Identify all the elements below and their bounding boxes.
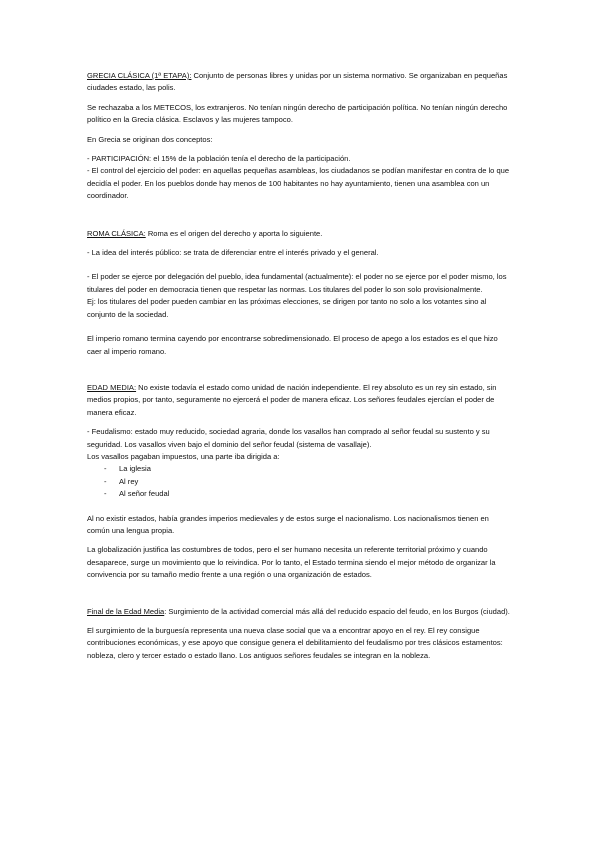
grecia-intro: Conjunto de personas libres y unidas por un sistema normativo. Se organizaban en pequeñas ciudades estado, las polis. [87, 71, 508, 93]
edad-media-feudalismo: - Feudalismo: estado muy reducido, sociedad agraria, donde los vasallos han comprado al señor feudal su sustento y su seguridad. Los vasallos viven bajo el dominio del señor feudal (sistema de vasallaje). [87, 427, 490, 449]
final-edad-media-intro: : Surgimiento de la actividad comercial más allá del reducido espacio del feudo, en los Burgos (ciudad). [164, 606, 510, 616]
roma-interes-publico: - La idea del interés público: se trata de diferenciar entre el interés privado y el general. [87, 248, 379, 258]
grecia-metecos: Se rechazaba a los METECOS, los extranjeros. No tenían ningún derecho de participación política. No tenían ningún derecho político en la Grecia clásica. Esclavos y las mujeres tampoco. [87, 102, 508, 125]
impuestos-list [87, 463, 512, 500]
list-item [87, 488, 512, 500]
roma-heading: ROMA CLÁSICA: [87, 228, 146, 238]
final-edad-media-paragraph [87, 606, 512, 618]
grecia-conceptos: En Grecia se originan dos conceptos: [87, 134, 213, 144]
edad-media-nacionalismo: Al no existir estados, había grandes imperios medievales y de estos surge el nacionalismo. Los nacionalismos tienen en común una lengua propia. [87, 513, 489, 535]
roma-intro: Roma es el origen del derecho y aporta lo siguiente. [145, 228, 323, 238]
list-item [87, 476, 512, 488]
roma-paragraph [87, 228, 512, 240]
list-item-label: Al señor feudal [119, 489, 170, 499]
edad-media-globalizacion: La globalización justifica las costumbres de todos, pero el ser humano necesita un referente territorial próximo y cuando desaparece, surge un movimiento que lo reivindica. Por lo tanto, el Estado termina siendo el mejor método de organizar la convivencia por su tamaño medio frente a una región o una organización de estados. [87, 545, 496, 580]
list-item [87, 463, 512, 475]
grecia-participacion: - PARTICIPACIÓN: el 15% de la población tenía el derecho de la participación. [87, 154, 351, 164]
grecia-paragraph [87, 70, 512, 95]
roma-delegacion: - El poder se ejerce por delegación del pueblo, idea fundamental (actualmente): el poder no se ejerce por el poder mismo, los titulares del poder en democracia tienen que respetar las normas. Los titulares del poder lo son solo provisionalmente. [87, 272, 507, 294]
list-dash: - [104, 476, 107, 486]
grecia-control: - El control del ejercicio del poder: en aquellas pequeñas asambleas, los ciudadanos se podían manifestar en contra de lo que decidía el poder. En los pueblos donde hay menos de 100 habitantes no hay ayuntamiento, tienen una asamblea con un coordinador. [87, 166, 510, 201]
list-item-label: Al rey [119, 476, 139, 486]
edad-media-paragraph [87, 382, 512, 419]
edad-media-heading: EDAD MEDIA: [87, 382, 137, 392]
grecia-heading: GRECIA CLÁSICA (1ª ETAPA): [87, 71, 192, 80]
list-item-label: La iglesia [119, 464, 151, 474]
list-dash: - [104, 489, 107, 499]
final-edad-media-burguesia: El surgimiento de la burguesía representa una nueva clase social que va a encontrar apoyo en el rey. El rey consigue contribuciones económicas, y ese apoyo que consigue genera el debilitamiento del feudalismo por tres clásicos estamentos: nobleza, clero y tercer estado o estado llano. Los antiguos señores feudales se integran en la nobleza. [87, 626, 503, 660]
final-edad-media-heading: Final de la Edad Media [87, 606, 165, 616]
edad-media-intro: No existe todavía el estado como unidad de nación independiente. El rey absoluto es un rey sin estado, sin medios propios, por tanto, seguramente no ejercerá el poder de manera eficaz. Los señores feudales ejercían el poder de manera eficaz. [87, 382, 497, 417]
roma-imperio: El imperio romano termina cayendo por encontrarse sobredimensionado. El proceso de apego a los estados es el que hizo caer al imperio romano. [87, 334, 498, 356]
list-dash: - [104, 464, 107, 474]
document-body [87, 70, 512, 662]
roma-ejemplo: Ej: los titulares del poder pueden cambiar en las próximas elecciones, se dirigen por tanto no solo a los votantes sino al conjunto de la sociedad. [87, 297, 487, 319]
edad-media-impuestos: Los vasallos pagaban impuestos, una parte iba dirigida a: [87, 451, 280, 461]
